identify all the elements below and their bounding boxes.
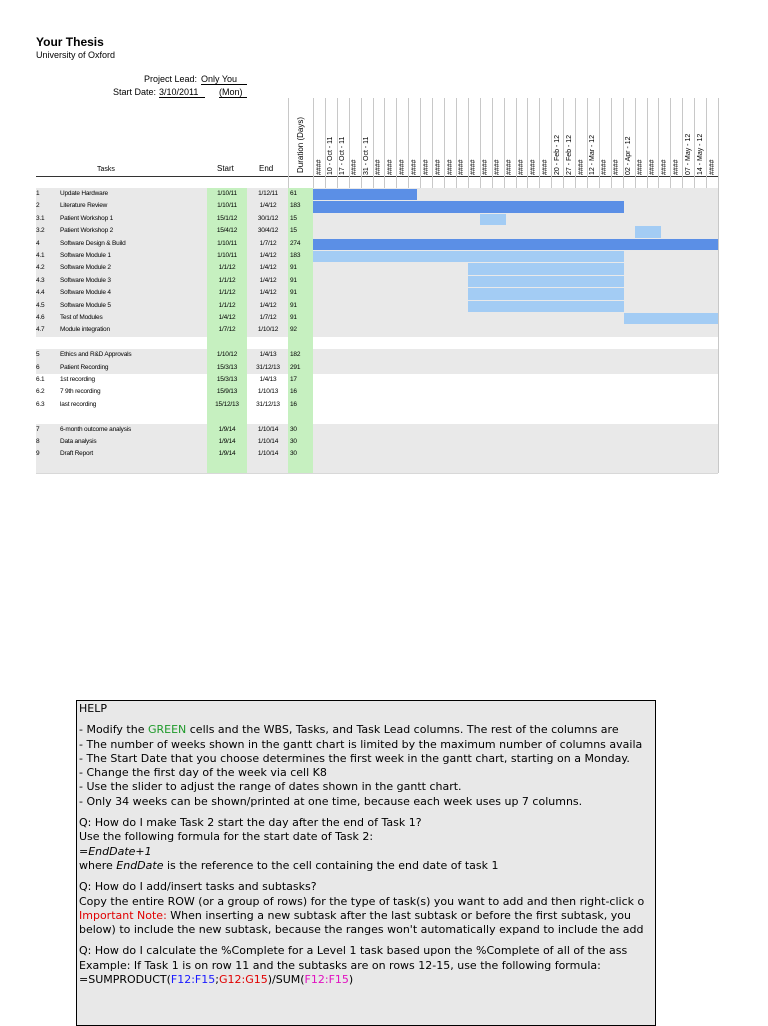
task-start: 1/10/11 — [217, 202, 237, 210]
task-wbs: 6.2 — [36, 388, 45, 396]
task-duration: 30 — [290, 425, 297, 433]
table-row — [36, 461, 718, 474]
task-start: 1/9/14 — [218, 425, 236, 433]
task-name: Test of Modules — [60, 314, 103, 321]
task-end: 1/4/12 — [259, 202, 277, 210]
week-label: 27 - Feb - 12 — [565, 134, 573, 175]
project-lead-label: Project Lead: — [143, 74, 197, 84]
duration-input-cell[interactable] — [288, 411, 313, 423]
column-header-tasks: Tasks — [97, 166, 115, 173]
task-end: 1/4/12 — [259, 252, 277, 259]
week-label: #### — [601, 159, 609, 175]
task-end: 1/12/11 — [258, 190, 278, 197]
task-wbs: 4.5 — [36, 301, 45, 309]
week-label: #### — [708, 159, 716, 175]
task-duration: 16 — [290, 388, 297, 396]
table-row — [36, 337, 718, 350]
task-bar — [468, 301, 624, 312]
document-title: Your Thesis — [36, 35, 104, 49]
week-label: #### — [649, 159, 657, 175]
task-wbs: 4.4 — [36, 289, 45, 297]
gantt-chart — [0, 0, 768, 480]
task-duration: 30 — [290, 450, 297, 458]
column-header-duration: Duration (Days) — [296, 116, 305, 173]
task-wbs: 5 — [36, 351, 40, 359]
week-label: #### — [375, 159, 383, 175]
task-bar — [313, 239, 718, 250]
task-start: 1/10/11 — [217, 239, 237, 247]
help-answer-1-line-1: Use the following formula for the start date of Task 2: — [79, 830, 374, 844]
task-start: 1/1/12 — [218, 264, 236, 272]
task-name: Patient Recording — [60, 363, 109, 371]
start-day-value: (Mon) — [219, 87, 247, 98]
task-start: 1/9/14 — [218, 450, 236, 458]
task-end: 1/4/12 — [259, 301, 277, 309]
column-header-start: Start — [217, 164, 234, 173]
task-end: 1/10/14 — [257, 438, 279, 445]
week-label: #### — [494, 159, 502, 175]
task-duration: 15 — [290, 227, 297, 235]
task-duration: 183 — [290, 252, 301, 259]
task-name: Update Hardware — [60, 190, 108, 197]
task-name: Module integration — [60, 326, 110, 334]
task-name: 1st recording — [60, 376, 95, 383]
table-row — [36, 225, 718, 238]
week-label: #### — [422, 159, 430, 175]
task-start: 15/3/13 — [216, 376, 238, 383]
week-label: #### — [637, 159, 645, 175]
task-bar — [468, 263, 624, 274]
task-wbs: 6 — [36, 363, 40, 371]
task-bar — [480, 214, 506, 225]
week-label: 10 - Oct - 11 — [327, 136, 335, 175]
task-duration: 183 — [290, 202, 301, 210]
task-bar — [313, 189, 417, 200]
task-duration: 91 — [290, 314, 297, 321]
task-end: 31/12/13 — [256, 400, 280, 408]
start-input-cell[interactable] — [207, 337, 247, 349]
task-end: 1/4/12 — [259, 289, 277, 297]
help-title: HELP — [79, 702, 107, 715]
task-end: 30/1/12 — [257, 214, 279, 222]
duration-input-cell[interactable] — [288, 337, 313, 349]
task-end: 1/10/12 — [257, 326, 279, 334]
task-wbs: 8 — [36, 438, 40, 445]
help-bullet-1: - Modify the GREEN cells and the WBS, Tasks, and Task Lead columns. The rest of the columns are — [79, 723, 619, 737]
task-duration: 182 — [290, 351, 301, 359]
task-start: 1/10/11 — [217, 190, 237, 197]
week-label: #### — [410, 159, 418, 175]
week-label: #### — [541, 159, 549, 175]
week-label: 31 - Oct - 11 — [363, 136, 371, 175]
task-start: 15/4/12 — [216, 227, 238, 235]
task-name: Software Module 1 — [60, 252, 111, 259]
task-name: Data analysis — [60, 438, 97, 445]
task-name: Draft Report — [60, 450, 94, 458]
document-subtitle: University of Oxford — [36, 50, 116, 60]
task-start: 1/1/12 — [218, 301, 236, 309]
task-start: 15/9/13 — [216, 388, 238, 396]
task-wbs: 4 — [36, 239, 40, 247]
help-answer-1-formula: =EndDate+1 — [79, 844, 152, 858]
task-end: 1/7/12 — [259, 314, 277, 321]
task-bar — [313, 251, 624, 262]
start-input-cell[interactable] — [207, 411, 247, 423]
task-duration: 16 — [290, 400, 297, 408]
task-name: last recording — [60, 400, 97, 408]
help-question-3: Q: How do I calculate the %Complete for a Level 1 task based upon the %Complete of all of the ass — [79, 944, 628, 958]
help-answer-2-line-2: Important Note: When inserting a new subtask after the last subtask or before the first subtask, you — [79, 908, 632, 922]
task-duration: 91 — [290, 301, 297, 309]
column-header-end: End — [259, 164, 274, 173]
week-label: #### — [470, 159, 478, 175]
task-duration: 92 — [290, 326, 297, 334]
task-end: 1/10/14 — [257, 425, 279, 433]
task-bar — [313, 201, 624, 212]
help-question-1: Q: How do I make Task 2 start the day after the end of Task 1? — [79, 816, 422, 830]
task-wbs: 2 — [36, 202, 40, 210]
duration-input-cell[interactable] — [288, 461, 313, 473]
help-panel — [76, 700, 656, 1026]
task-start: 15/3/13 — [216, 363, 238, 371]
task-bar — [624, 313, 718, 324]
task-name: 6-month outcome analysis — [60, 425, 132, 433]
task-name: Patient Workshop 2 — [60, 227, 114, 235]
week-label: #### — [660, 159, 668, 175]
week-label: 14 - May - 12 — [696, 133, 704, 175]
help-answer-2-line-3: below) to include the new subtask, because the ranges won't automatically expand to include the add — [79, 923, 644, 937]
task-bar — [468, 276, 624, 287]
task-duration: 30 — [290, 438, 297, 445]
task-duration: 61 — [290, 190, 297, 197]
task-duration: 274 — [290, 239, 301, 247]
table-row — [36, 411, 718, 424]
task-wbs: 4.6 — [36, 314, 45, 321]
task-name: Software Module 3 — [60, 276, 111, 284]
task-wbs: 1 — [36, 190, 40, 197]
task-end: 1/4/12 — [259, 264, 277, 272]
task-start: 1/1/12 — [218, 276, 236, 284]
task-wbs: 6.1 — [36, 376, 45, 383]
task-duration: 15 — [290, 214, 297, 222]
task-name: Software Module 2 — [60, 264, 111, 272]
task-start: 1/9/14 — [218, 438, 236, 445]
help-answer-3-formula: =SUMPRODUCT(F12:F15;G12:G15)/SUM(F12:F15) — [79, 973, 354, 987]
task-wbs: 6.3 — [36, 400, 45, 408]
task-wbs: 3.1 — [36, 214, 45, 222]
start-date-label: Start Date: — [112, 87, 156, 97]
task-duration: 91 — [290, 289, 297, 297]
week-label: #### — [506, 159, 514, 175]
table-row — [36, 424, 718, 437]
project-lead-value[interactable]: Only You — [201, 74, 247, 85]
help-bullet-4: - Change the first day of the week via cell K8 — [79, 766, 327, 780]
week-label: #### — [434, 159, 442, 175]
task-duration: 17 — [290, 376, 297, 383]
week-label: 12 - Mar - 12 — [589, 134, 597, 175]
week-label: #### — [351, 159, 359, 175]
task-wbs: 4.1 — [36, 252, 45, 259]
task-start: 1/10/11 — [217, 252, 237, 259]
week-label: #### — [386, 159, 394, 175]
task-end: 1/4/13 — [259, 351, 277, 359]
week-label: #### — [577, 159, 585, 175]
task-wbs: 4.3 — [36, 276, 45, 284]
start-input-cell[interactable] — [207, 461, 247, 473]
week-label: 20 - Feb - 12 — [553, 134, 561, 175]
table-row — [36, 362, 718, 375]
week-label: #### — [446, 159, 454, 175]
help-question-2: Q: How do I add/insert tasks and subtasks? — [79, 880, 317, 894]
task-end: 30/4/12 — [257, 227, 279, 235]
table-row — [36, 436, 718, 449]
help-bullet-2: - The number of weeks shown in the gantt chart is limited by the maximum number of columns availa — [79, 737, 643, 751]
task-start: 1/7/12 — [218, 326, 236, 334]
task-wbs: 9 — [36, 450, 40, 458]
task-start: 15/12/13 — [215, 400, 239, 408]
week-label: 02 - Apr - 12 — [625, 136, 633, 175]
header-separator — [36, 176, 718, 177]
task-name: 7 9th recording — [60, 388, 101, 396]
task-start: 1/1/12 — [218, 289, 236, 297]
table-row — [36, 374, 718, 387]
task-name: Ethics and R&D Approvals — [60, 351, 132, 359]
start-date-value[interactable]: 3/10/2011 — [159, 87, 205, 98]
task-name: Literature Review — [60, 202, 108, 210]
help-answer-3-line-1: Example: If Task 1 is on row 11 and the subtasks are on rows 12-15, use the following formula: — [79, 958, 601, 972]
table-row — [36, 386, 718, 399]
task-duration: 291 — [290, 363, 301, 371]
week-label: #### — [529, 159, 537, 175]
task-start: 1/10/12 — [216, 351, 238, 359]
task-name: Patient Workshop 1 — [60, 214, 114, 222]
task-bar — [468, 288, 624, 299]
week-label: #### — [458, 159, 466, 175]
table-row — [36, 349, 718, 362]
task-end: 1/10/14 — [257, 450, 279, 458]
table-row — [36, 399, 718, 412]
help-answer-2-line-1: Copy the entire ROW (or a group of rows) for the type of task(s) you want to add and then right-click o — [79, 894, 645, 908]
help-bullet-3: - The Start Date that you choose determines the first week in the gantt chart, starting on a Monday. — [79, 751, 630, 765]
task-wbs: 7 — [36, 425, 40, 433]
week-label: #### — [315, 159, 323, 175]
week-label: 17 - Oct - 11 — [339, 136, 347, 175]
task-duration: 91 — [290, 264, 297, 272]
help-bullet-6: - Only 34 weeks can be shown/printed at one time, because each week uses up 7 columns. — [79, 794, 583, 808]
table-row — [36, 448, 718, 461]
week-label: #### — [398, 159, 406, 175]
task-start: 1/4/12 — [218, 314, 236, 321]
help-answer-1-line-3: where EndDate is the reference to the cell containing the end date of task 1 — [79, 858, 499, 872]
task-end: 1/10/13 — [257, 388, 279, 396]
task-end: 1/4/12 — [259, 276, 277, 284]
table-row — [36, 213, 718, 226]
task-start: 15/1/12 — [216, 214, 238, 222]
table-row — [36, 312, 718, 325]
week-label: #### — [613, 159, 621, 175]
help-bullet-5: - Use the slider to adjust the range of dates shown in the gantt chart. — [79, 780, 462, 794]
task-name: Software Design & Build — [60, 239, 126, 247]
week-label: #### — [482, 159, 490, 175]
task-name: Software Module 5 — [60, 301, 111, 309]
table-row — [36, 324, 718, 337]
task-bar — [635, 226, 661, 237]
task-end: 1/7/12 — [259, 239, 277, 247]
task-duration: 91 — [290, 276, 297, 284]
task-wbs: 3.2 — [36, 227, 45, 235]
task-wbs: 4.7 — [36, 326, 45, 334]
task-end: 1/4/13 — [259, 376, 277, 383]
task-name: Software Module 4 — [60, 289, 111, 297]
week-label: #### — [518, 159, 525, 175]
week-label: 07 - May - 12 — [684, 133, 692, 175]
week-label: #### — [672, 159, 680, 175]
task-wbs: 4.2 — [36, 264, 45, 272]
task-end: 31/12/13 — [256, 363, 280, 371]
